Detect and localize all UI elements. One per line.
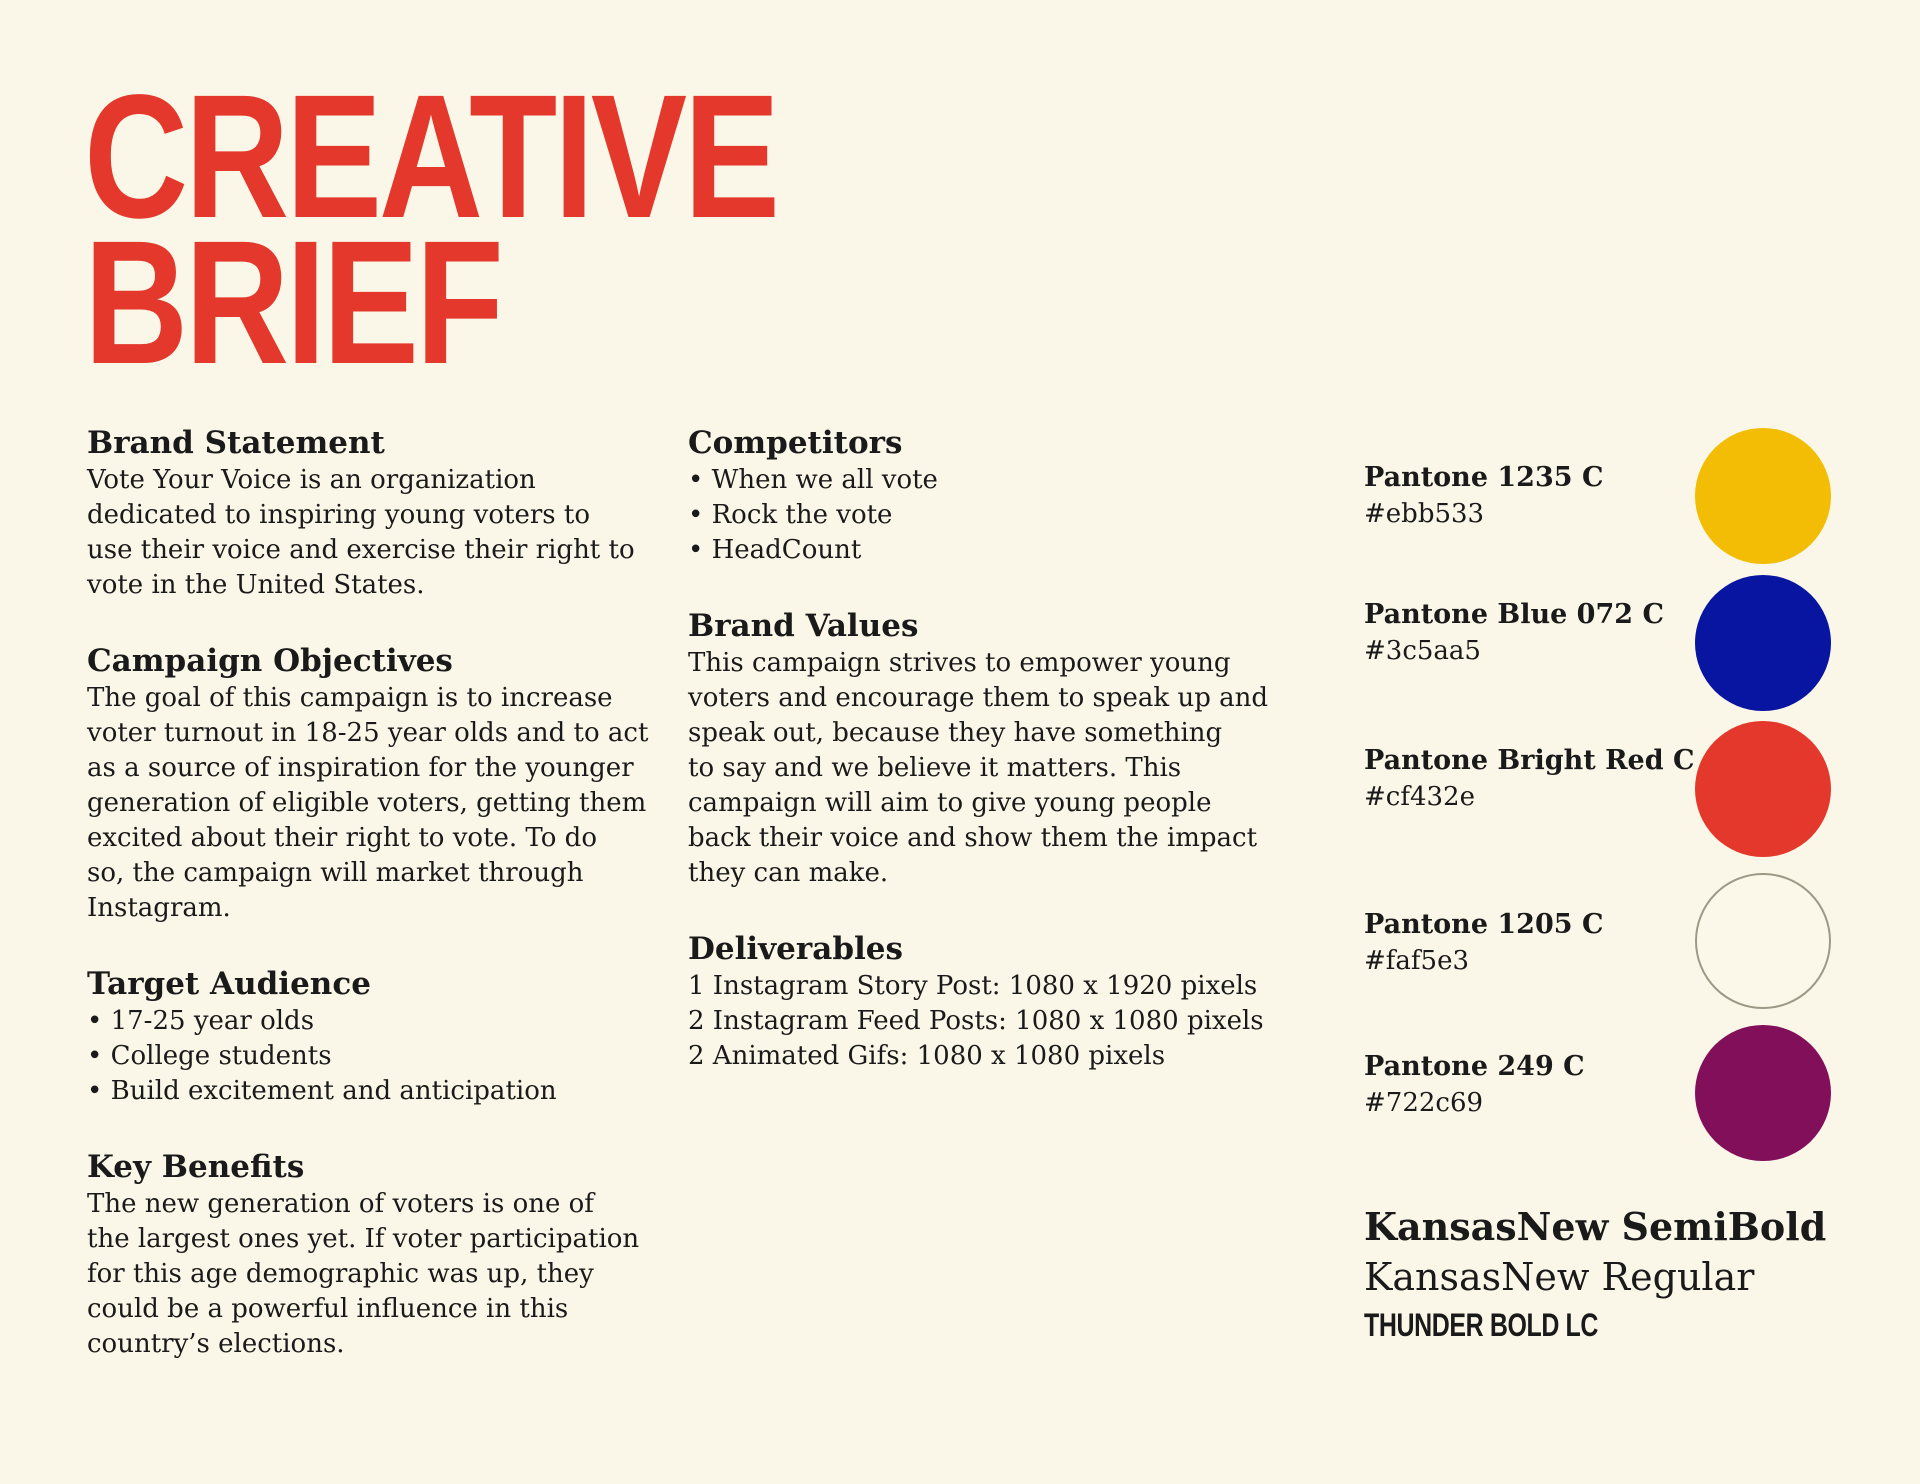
swatch-hex: #cf432e — [1364, 782, 1475, 812]
swatch-pantone-bright-red-c — [1364, 721, 1836, 857]
title-line-1: CREATIVE — [84, 59, 777, 255]
color-circle — [1695, 873, 1831, 1009]
color-circle — [1695, 721, 1831, 857]
key-benefits-heading: Key Benefits — [87, 1149, 305, 1185]
target-audience-list — [87, 1004, 667, 1109]
swatch-name: Pantone 1235 C — [1364, 462, 1604, 493]
list-item: • When we all vote — [688, 465, 938, 495]
competitors-section — [688, 423, 1308, 568]
competitors-list — [688, 463, 1308, 568]
list-item: 2 Instagram Feed Posts: 1080 x 1080 pixels — [688, 1006, 1264, 1036]
left-column — [87, 423, 667, 1362]
swatch-name: Pantone Bright Red C — [1364, 745, 1695, 776]
list-item: • College students — [87, 1041, 332, 1071]
deliverables-list — [688, 969, 1308, 1074]
target-audience-section — [87, 964, 667, 1109]
swatch-pantone-1205-c — [1364, 873, 1836, 1009]
swatch-pantone-249-c — [1364, 1025, 1836, 1161]
page-title — [84, 59, 777, 401]
deliverables-section — [688, 929, 1308, 1074]
typography-samples — [1364, 1202, 1826, 1348]
deliverables-heading: Deliverables — [688, 931, 903, 967]
font-sample-display: THUNDER BOLD LC — [1364, 1307, 1599, 1343]
middle-column — [688, 423, 1308, 1074]
key-benefits-text: The new generation of voters is one of the largest ones yet. If voter participation for this age demographic was up, they could be a powerful influence in this country’s elections. — [87, 1189, 640, 1359]
key-benefits-section — [87, 1147, 667, 1362]
swatch-name: Pantone 1205 C — [1364, 909, 1604, 940]
color-circle — [1695, 428, 1831, 564]
title-line-2: BRIEF — [84, 205, 501, 401]
brand-statement-text: Vote Your Voice is an organization dedicated to inspiring young voters to use their voice and exercise their right to vote in the United States. — [87, 465, 635, 600]
color-circle — [1695, 575, 1831, 711]
brand-values-section — [688, 606, 1308, 891]
swatch-pantone-1235-c — [1364, 428, 1836, 564]
campaign-objectives-heading: Campaign Objectives — [87, 643, 453, 679]
campaign-objectives-section — [87, 641, 667, 926]
color-circle — [1695, 1025, 1831, 1161]
swatch-pantone-blue-072-c — [1364, 575, 1836, 711]
campaign-objectives-text: The goal of this campaign is to increase voter turnout in 18-25 year olds and to act as a source of inspiration for the younger generation of eligible voters, getting them excited about their right to vote. To do so, the campaign will market through Instagram. — [87, 683, 649, 923]
swatch-hex: #ebb533 — [1364, 499, 1485, 529]
brand-statement-section — [87, 423, 667, 603]
list-item: • Rock the vote — [688, 500, 893, 530]
brand-statement-heading: Brand Statement — [87, 425, 385, 461]
swatch-name: Pantone 249 C — [1364, 1051, 1585, 1082]
swatch-name: Pantone Blue 072 C — [1364, 599, 1664, 630]
swatch-hex: #faf5e3 — [1364, 946, 1470, 976]
list-item: 1 Instagram Story Post: 1080 x 1920 pixels — [688, 971, 1258, 1001]
list-item: 2 Animated Gifs: 1080 x 1080 pixels — [688, 1041, 1166, 1071]
brand-values-heading: Brand Values — [688, 608, 919, 644]
target-audience-heading: Target Audience — [87, 966, 371, 1002]
competitors-heading: Competitors — [688, 425, 903, 461]
font-sample-semibold: KansasNew SemiBold — [1364, 1204, 1827, 1249]
font-sample-regular: KansasNew Regular — [1364, 1255, 1755, 1299]
list-item: • Build excitement and anticipation — [87, 1076, 557, 1106]
swatch-hex: #722c69 — [1364, 1088, 1484, 1118]
swatch-hex: #3c5aa5 — [1364, 636, 1481, 666]
brand-values-text: This campaign strives to empower young voters and encourage them to speak up and speak out, because they have something to say and we believe it matters. This campaign will aim to give young people back their voice and show them the impact they can make. — [688, 648, 1268, 888]
list-item: • HeadCount — [688, 535, 862, 565]
list-item: • 17-25 year olds — [87, 1006, 315, 1036]
